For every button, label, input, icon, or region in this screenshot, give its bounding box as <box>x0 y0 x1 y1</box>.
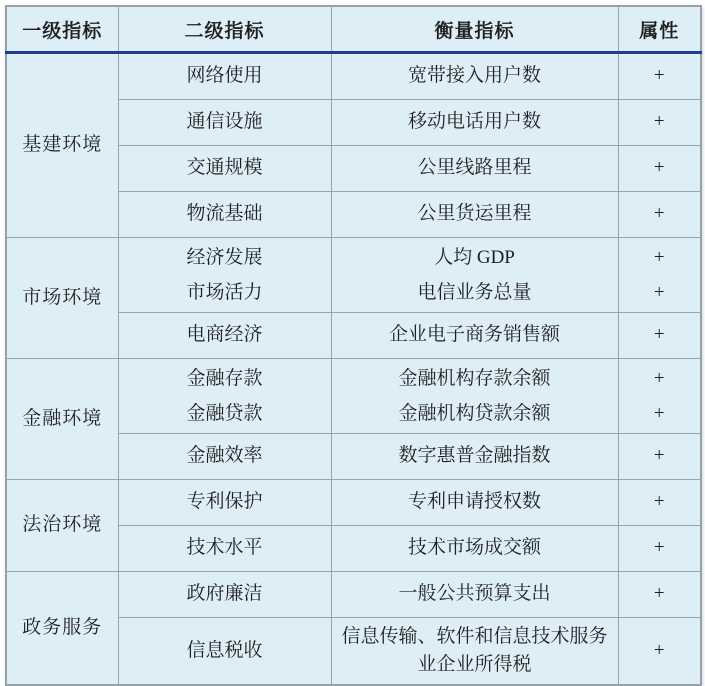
attr-cell <box>618 359 701 434</box>
level2-cell <box>118 618 331 686</box>
cell-text: 金融机构贷款余额 <box>398 403 551 424</box>
cell-text: 经济发展 <box>186 247 263 268</box>
cell-text: + <box>653 111 665 133</box>
cell-text: + <box>653 247 665 268</box>
cell-text: + <box>653 403 665 424</box>
cell-text: 网络使用 <box>186 65 263 87</box>
cell-text: 通信设施 <box>186 111 263 133</box>
cell-text: + <box>653 203 665 225</box>
level2-cell <box>118 313 331 359</box>
cell-text: 移动电话用户数 <box>407 111 541 133</box>
level2-cell <box>118 434 331 480</box>
measure-cell <box>331 100 618 146</box>
indicator-table <box>5 5 702 686</box>
cell-text: + <box>653 583 665 605</box>
cell-text: 公里线路里程 <box>417 157 532 179</box>
level2-cell <box>118 572 331 618</box>
level2-cell <box>118 526 331 572</box>
table-row <box>6 53 701 100</box>
measure-cell <box>331 480 618 526</box>
cell-text: 企业电子商务销售额 <box>388 324 560 346</box>
cell-text: + <box>653 537 665 559</box>
level1-cell: 基建环境 <box>6 53 118 238</box>
cell-text: 宽带接入用户数 <box>407 65 541 87</box>
table-row <box>6 238 701 313</box>
attr-cell <box>618 238 701 313</box>
measure-cell <box>331 526 618 572</box>
header-cell-level1: 一级指标 <box>6 6 118 53</box>
level2-cell <box>118 480 331 526</box>
measure-cell <box>331 572 618 618</box>
table-header <box>6 6 701 53</box>
cell-text: + <box>653 157 665 179</box>
level1-cell: 市场环境 <box>6 238 118 359</box>
attr-cell <box>618 572 701 618</box>
cell-text: 政府廉洁 <box>186 583 263 605</box>
cell-text: 人均 GDP <box>434 247 515 268</box>
cell-text: 技术市场成交额 <box>407 537 541 559</box>
attr-cell <box>618 53 701 100</box>
table-row <box>6 359 701 434</box>
cell-text: + <box>653 445 665 467</box>
level2-cell <box>118 359 331 434</box>
level2-cell <box>118 192 331 238</box>
cell-text: 信息传输、软件和信息技术服务业企业所得税 <box>341 625 608 675</box>
level1-cell: 政务服务 <box>6 572 118 686</box>
cell-text: + <box>653 639 665 661</box>
cell-text: 技术水平 <box>186 537 263 559</box>
cell-text: 电信业务总量 <box>417 282 532 303</box>
level2-cell <box>118 238 331 313</box>
attr-cell <box>618 100 701 146</box>
cell-text: 物流基础 <box>186 203 263 225</box>
cell-text: + <box>653 282 665 303</box>
attr-cell <box>618 192 701 238</box>
cell-text: + <box>653 368 665 389</box>
cell-text: 数字惠普金融指数 <box>398 445 551 467</box>
cell-text: 金融存款 <box>186 368 263 389</box>
cell-text: 专利申请授权数 <box>407 491 541 513</box>
table-body <box>6 53 701 686</box>
cell-text: 专利保护 <box>186 491 263 513</box>
measure-cell <box>331 238 618 313</box>
cell-text: + <box>653 491 665 513</box>
cell-text: 金融效率 <box>186 445 263 467</box>
measure-cell <box>331 192 618 238</box>
attr-cell <box>618 434 701 480</box>
cell-text: 金融机构存款余额 <box>398 368 551 389</box>
cell-text: 信息税收 <box>186 639 263 661</box>
cell-text: 金融贷款 <box>186 403 263 424</box>
level2-cell <box>118 100 331 146</box>
cell-text: 交通规模 <box>186 157 263 179</box>
header-cell-measure: 衡量指标 <box>331 6 618 53</box>
measure-cell <box>331 53 618 100</box>
level2-cell <box>118 146 331 192</box>
attr-cell <box>618 618 701 686</box>
cell-text: 电商经济 <box>186 324 263 346</box>
attr-cell <box>618 480 701 526</box>
table-row <box>6 572 701 618</box>
cell-text: + <box>653 65 665 87</box>
table-row <box>6 480 701 526</box>
measure-cell <box>331 359 618 434</box>
measure-cell <box>331 618 618 686</box>
header-cell-level2: 二级指标 <box>118 6 331 53</box>
header-row <box>6 6 701 53</box>
cell-text: 一般公共预算支出 <box>398 583 551 605</box>
measure-cell <box>331 434 618 480</box>
level1-cell: 金融环境 <box>6 359 118 480</box>
attr-cell <box>618 526 701 572</box>
attr-cell <box>618 146 701 192</box>
header-cell-attr: 属性 <box>618 6 701 53</box>
cell-text: + <box>653 324 665 346</box>
cell-text: 公里货运里程 <box>417 203 532 225</box>
attr-cell <box>618 313 701 359</box>
level1-cell: 法治环境 <box>6 480 118 572</box>
level2-cell <box>118 53 331 100</box>
measure-cell <box>331 146 618 192</box>
cell-text: 市场活力 <box>186 282 263 303</box>
measure-cell <box>331 313 618 359</box>
